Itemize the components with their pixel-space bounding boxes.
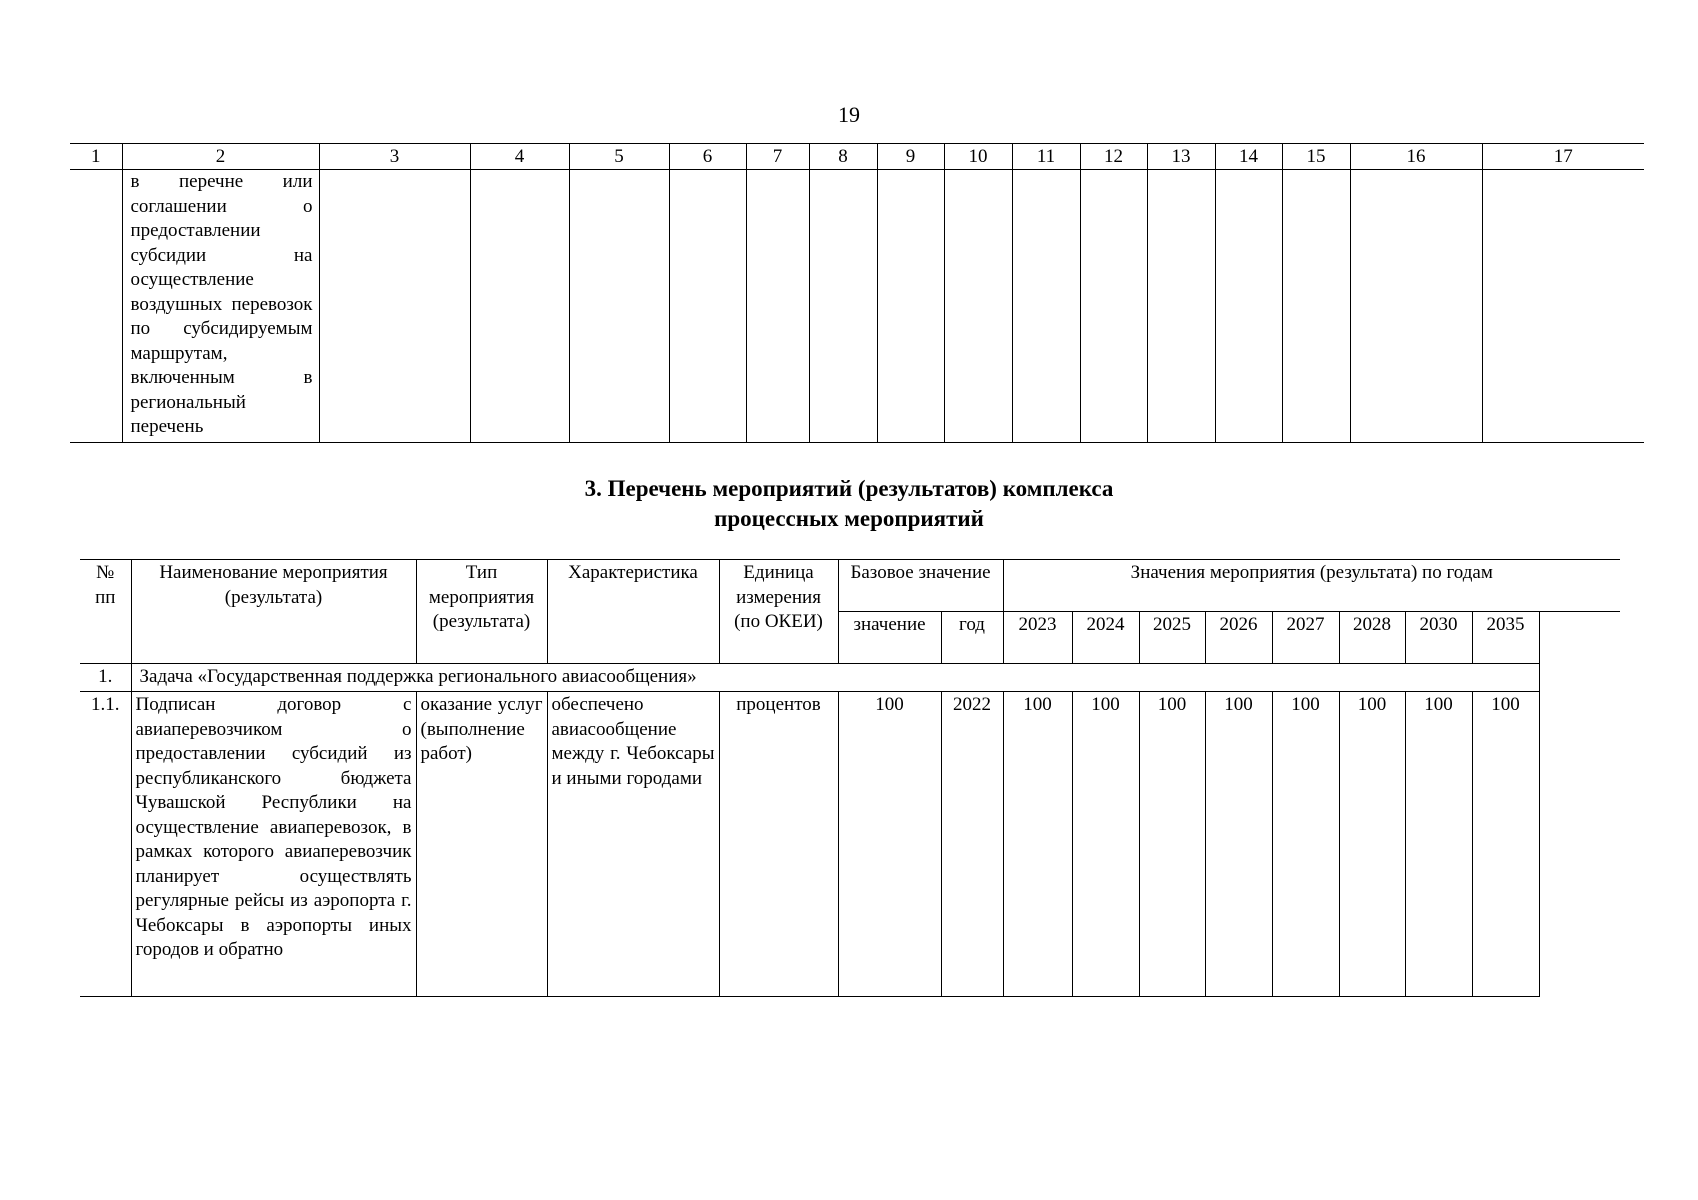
empty-cell	[1482, 170, 1644, 443]
col-number: 17	[1482, 144, 1644, 170]
empty-cell	[944, 170, 1012, 443]
row-value: 100	[1405, 692, 1472, 997]
header-row	[80, 560, 1620, 612]
task-text: Задача «Государственная поддержка регионального авиасообщения»	[131, 664, 1539, 692]
row-unit: процентов	[719, 692, 838, 997]
col-number: 12	[1080, 144, 1147, 170]
col-number: 2	[122, 144, 319, 170]
row-value: 100	[1205, 692, 1272, 997]
header-base: Базовое значение	[838, 560, 1003, 612]
header-year: 2027	[1272, 612, 1339, 664]
col-number: 4	[470, 144, 569, 170]
row-value: 100	[1472, 692, 1539, 997]
col-number: 16	[1350, 144, 1482, 170]
row-value: 100	[1003, 692, 1072, 997]
row-type: оказание услуг (выполнение работ)	[416, 692, 547, 997]
row-base-value: 100	[838, 692, 941, 997]
col-number: 8	[809, 144, 877, 170]
section-title-line: 3. Перечень мероприятий (результатов) комплекса	[584, 476, 1114, 501]
header-base-year: год	[941, 612, 1003, 664]
row-base-year: 2022	[941, 692, 1003, 997]
row-value: 100	[1072, 692, 1139, 997]
empty-cell	[470, 170, 569, 443]
empty-cell	[1350, 170, 1482, 443]
empty-cell	[569, 170, 669, 443]
col-number: 7	[746, 144, 809, 170]
task-num: 1.	[80, 664, 131, 692]
col-number: 14	[1215, 144, 1282, 170]
empty-cell	[1539, 612, 1620, 664]
header-year: 2030	[1405, 612, 1472, 664]
header-year: 2026	[1205, 612, 1272, 664]
page-number: 19	[838, 102, 860, 127]
header-unit: Единица измерения (по ОКЕИ)	[719, 560, 838, 664]
activities-table	[80, 559, 1620, 997]
col-number: 15	[1282, 144, 1350, 170]
empty-cell	[319, 170, 470, 443]
empty-cell	[70, 170, 122, 443]
row-value: 100	[1139, 692, 1205, 997]
empty-cell	[746, 170, 809, 443]
header-year: 2023	[1003, 612, 1072, 664]
empty-cell	[1282, 170, 1350, 443]
empty-cell	[1215, 170, 1282, 443]
col-number: 1	[70, 144, 122, 170]
empty-cell	[1539, 664, 1620, 692]
section-title-line: процессных мероприятий	[714, 506, 984, 531]
col-number: 5	[569, 144, 669, 170]
column-number-row	[70, 144, 1644, 170]
header-year: 2024	[1072, 612, 1139, 664]
empty-cell	[877, 170, 944, 443]
empty-cell	[1147, 170, 1215, 443]
col-number: 13	[1147, 144, 1215, 170]
header-year: 2035	[1472, 612, 1539, 664]
col-number: 3	[319, 144, 470, 170]
header-year: 2028	[1339, 612, 1405, 664]
continued-text-cell: в перечне или соглашении о предоставлении субсидии на осуществление воздушных перевозок по субсидируемым маршрутам, включенным в региональный перечень	[122, 170, 319, 443]
empty-cell	[1012, 170, 1080, 443]
row-num: 1.1.	[80, 692, 131, 997]
col-number: 10	[944, 144, 1012, 170]
section-title	[0, 474, 1698, 534]
header-num: № пп	[80, 560, 131, 664]
col-number: 6	[669, 144, 746, 170]
header-characteristic: Характеристика	[547, 560, 719, 664]
header-base-value: значение	[838, 612, 941, 664]
row-name: Подписан договор с авиаперевозчиком о предоставлении субсидий из республиканского бюджета Чувашской Республики на осуществление авиаперевозок, в рамках которого авиаперевозчик планирует осуществлять регулярные рейсы из аэропорта г. Чебоксары в аэропорты иных городов и обратно	[131, 692, 416, 997]
table-row	[80, 692, 1620, 997]
header-year: 2025	[1139, 612, 1205, 664]
empty-cell	[1080, 170, 1147, 443]
col-number: 11	[1012, 144, 1080, 170]
row-characteristic: обеспечено авиасообщение между г. Чебоксары и иными городами	[547, 692, 719, 997]
header-name: Наименование мероприятия (результата)	[131, 560, 416, 664]
task-row	[80, 664, 1620, 692]
empty-cell	[1539, 692, 1620, 997]
row-value: 100	[1272, 692, 1339, 997]
header-values-by-year: Значения мероприятия (результата) по годам	[1003, 560, 1620, 612]
col-number: 9	[877, 144, 944, 170]
empty-cell	[669, 170, 746, 443]
table-row	[70, 170, 1644, 443]
empty-cell	[809, 170, 877, 443]
continuation-table	[70, 143, 1644, 443]
row-value: 100	[1339, 692, 1405, 997]
header-type: Тип мероприятия (результата)	[416, 560, 547, 664]
